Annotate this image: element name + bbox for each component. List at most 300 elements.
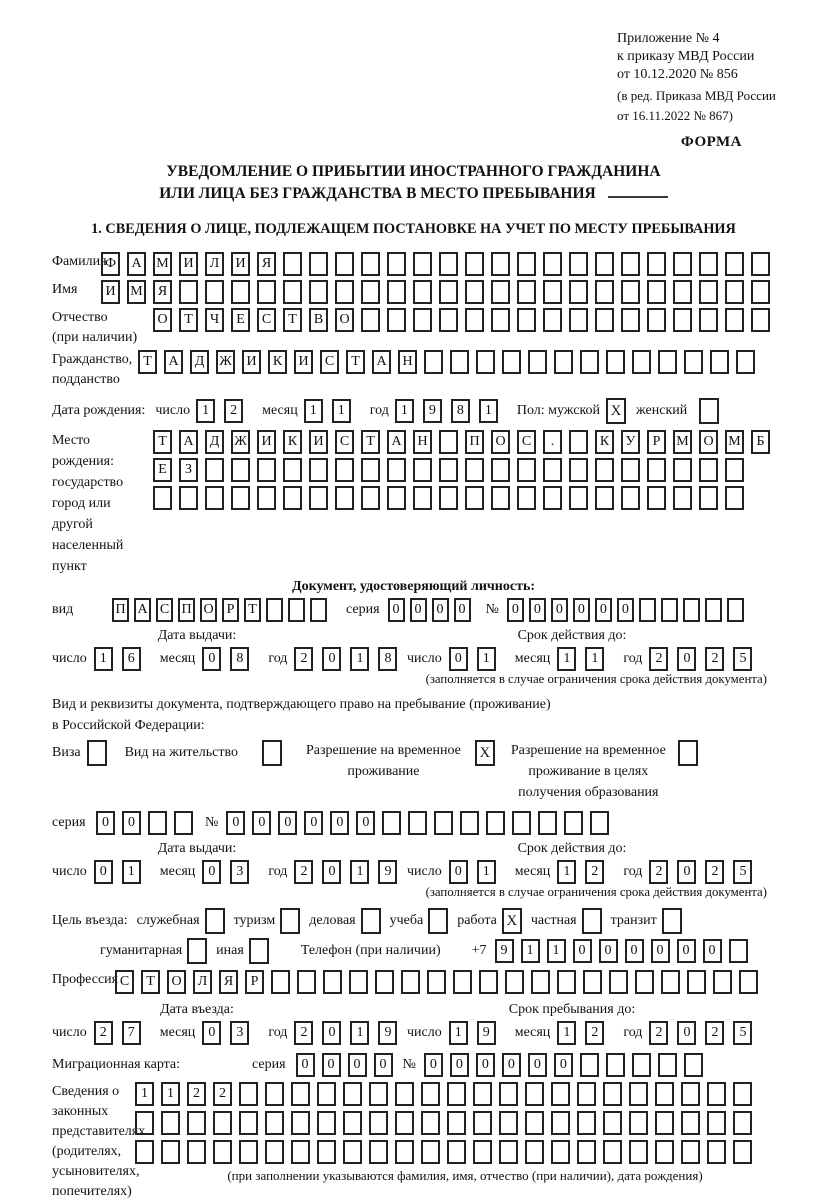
char-cell[interactable]: [413, 308, 432, 332]
char-cell[interactable]: [739, 970, 758, 994]
char-cell[interactable]: [465, 252, 484, 276]
char-cell[interactable]: Р: [222, 598, 239, 622]
char-cell[interactable]: 8: [378, 647, 397, 671]
char-cell[interactable]: 0: [330, 811, 349, 835]
char-cell[interactable]: 2: [224, 399, 243, 423]
char-cell[interactable]: 0: [595, 598, 612, 622]
char-cell[interactable]: 0: [322, 860, 341, 884]
purpose-other-checkbox[interactable]: [249, 938, 269, 964]
char-cell[interactable]: [543, 308, 562, 332]
char-cell[interactable]: М: [127, 280, 146, 304]
char-cell[interactable]: [528, 350, 547, 374]
char-cell[interactable]: 5: [733, 1021, 752, 1045]
char-cell[interactable]: [725, 252, 744, 276]
char-cell[interactable]: [335, 252, 354, 276]
char-cell[interactable]: [395, 1082, 414, 1106]
char-cell[interactable]: С: [517, 430, 536, 454]
char-cell[interactable]: [439, 458, 458, 482]
char-cell[interactable]: [699, 308, 718, 332]
char-cell[interactable]: [629, 1082, 648, 1106]
char-cell[interactable]: 0: [551, 598, 568, 622]
char-cell[interactable]: [343, 1082, 362, 1106]
char-cell[interactable]: [395, 1111, 414, 1135]
char-cell[interactable]: [590, 811, 609, 835]
type-temp-residence-edu-checkbox[interactable]: [678, 740, 698, 766]
char-cell[interactable]: Я: [219, 970, 238, 994]
char-cell[interactable]: [647, 458, 666, 482]
char-cell[interactable]: О: [491, 430, 510, 454]
char-cell[interactable]: [569, 458, 588, 482]
char-cell[interactable]: [595, 458, 614, 482]
char-cell[interactable]: Ч: [205, 308, 224, 332]
char-cell[interactable]: [335, 458, 354, 482]
char-cell[interactable]: О: [335, 308, 354, 332]
char-cell[interactable]: 0: [322, 1053, 341, 1077]
char-cell[interactable]: Л: [193, 970, 212, 994]
char-cell[interactable]: И: [101, 280, 120, 304]
char-cell[interactable]: С: [320, 350, 339, 374]
char-cell[interactable]: Е: [153, 458, 172, 482]
char-cell[interactable]: Л: [205, 252, 224, 276]
char-cell[interactable]: [580, 1053, 599, 1077]
char-cell[interactable]: Д: [190, 350, 209, 374]
char-cell[interactable]: И: [231, 252, 250, 276]
char-cell[interactable]: С: [257, 308, 276, 332]
char-cell[interactable]: [317, 1140, 336, 1164]
char-cell[interactable]: [395, 1140, 414, 1164]
char-cell[interactable]: [577, 1082, 596, 1106]
char-cell[interactable]: [725, 280, 744, 304]
purpose-transit-checkbox[interactable]: [662, 908, 682, 934]
char-cell[interactable]: 2: [294, 1021, 313, 1045]
char-cell[interactable]: [265, 1111, 284, 1135]
char-cell[interactable]: 1: [557, 647, 576, 671]
char-cell[interactable]: Т: [283, 308, 302, 332]
char-cell[interactable]: [465, 486, 484, 510]
char-cell[interactable]: 0: [651, 939, 670, 963]
char-cell[interactable]: [736, 350, 755, 374]
char-cell[interactable]: [551, 1082, 570, 1106]
purpose-humanitarian-checkbox[interactable]: [187, 938, 207, 964]
char-cell[interactable]: [427, 970, 446, 994]
char-cell[interactable]: [577, 1140, 596, 1164]
char-cell[interactable]: [213, 1140, 232, 1164]
char-cell[interactable]: 1: [135, 1082, 154, 1106]
char-cell[interactable]: [239, 1082, 258, 1106]
char-cell[interactable]: [205, 280, 224, 304]
char-cell[interactable]: 0: [529, 598, 546, 622]
char-cell[interactable]: [733, 1082, 752, 1106]
char-cell[interactable]: [729, 939, 748, 963]
char-cell[interactable]: [621, 458, 640, 482]
char-cell[interactable]: 9: [378, 860, 397, 884]
char-cell[interactable]: [231, 280, 250, 304]
char-cell[interactable]: 5: [733, 647, 752, 671]
char-cell[interactable]: [421, 1111, 440, 1135]
char-cell[interactable]: [583, 970, 602, 994]
char-cell[interactable]: [187, 1111, 206, 1135]
char-cell[interactable]: [257, 458, 276, 482]
char-cell[interactable]: И: [179, 252, 198, 276]
char-cell[interactable]: Р: [647, 430, 666, 454]
char-cell[interactable]: 0: [424, 1053, 443, 1077]
char-cell[interactable]: 0: [202, 860, 221, 884]
char-cell[interactable]: [479, 970, 498, 994]
char-cell[interactable]: 0: [554, 1053, 573, 1077]
char-cell[interactable]: И: [257, 430, 276, 454]
char-cell[interactable]: 0: [432, 598, 449, 622]
char-cell[interactable]: 0: [625, 939, 644, 963]
char-cell[interactable]: 0: [202, 647, 221, 671]
char-cell[interactable]: А: [387, 430, 406, 454]
char-cell[interactable]: [335, 280, 354, 304]
char-cell[interactable]: [413, 486, 432, 510]
char-cell[interactable]: 0: [296, 1053, 315, 1077]
char-cell[interactable]: [557, 970, 576, 994]
purpose-official-checkbox[interactable]: [205, 908, 225, 934]
char-cell[interactable]: [205, 486, 224, 510]
char-cell[interactable]: [681, 1082, 700, 1106]
char-cell[interactable]: [733, 1140, 752, 1164]
char-cell[interactable]: 1: [477, 860, 496, 884]
char-cell[interactable]: [517, 252, 536, 276]
char-cell[interactable]: [725, 458, 744, 482]
char-cell[interactable]: Р: [245, 970, 264, 994]
char-cell[interactable]: [569, 308, 588, 332]
char-cell[interactable]: Т: [361, 430, 380, 454]
char-cell[interactable]: 0: [502, 1053, 521, 1077]
char-cell[interactable]: 0: [599, 939, 618, 963]
purpose-work-checkbox[interactable]: X: [502, 908, 522, 934]
char-cell[interactable]: 2: [213, 1082, 232, 1106]
type-residence-permit-checkbox[interactable]: [262, 740, 282, 766]
char-cell[interactable]: [265, 1082, 284, 1106]
char-cell[interactable]: [387, 458, 406, 482]
char-cell[interactable]: [447, 1111, 466, 1135]
char-cell[interactable]: 0: [226, 811, 245, 835]
char-cell[interactable]: [512, 811, 531, 835]
char-cell[interactable]: 0: [507, 598, 524, 622]
char-cell[interactable]: [476, 350, 495, 374]
char-cell[interactable]: [369, 1111, 388, 1135]
char-cell[interactable]: [727, 598, 744, 622]
char-cell[interactable]: 2: [649, 860, 668, 884]
char-cell[interactable]: [517, 308, 536, 332]
char-cell[interactable]: [231, 458, 250, 482]
char-cell[interactable]: [387, 308, 406, 332]
char-cell[interactable]: [491, 486, 510, 510]
char-cell[interactable]: [554, 350, 573, 374]
char-cell[interactable]: [683, 598, 700, 622]
char-cell[interactable]: [265, 1140, 284, 1164]
char-cell[interactable]: [699, 486, 718, 510]
char-cell[interactable]: [543, 252, 562, 276]
char-cell[interactable]: [681, 1140, 700, 1164]
char-cell[interactable]: [629, 1111, 648, 1135]
char-cell[interactable]: [491, 280, 510, 304]
char-cell[interactable]: И: [242, 350, 261, 374]
char-cell[interactable]: [551, 1140, 570, 1164]
char-cell[interactable]: 5: [733, 860, 752, 884]
char-cell[interactable]: [439, 430, 458, 454]
char-cell[interactable]: [283, 280, 302, 304]
char-cell[interactable]: 0: [94, 860, 113, 884]
char-cell[interactable]: 7: [122, 1021, 141, 1045]
char-cell[interactable]: 2: [705, 860, 724, 884]
char-cell[interactable]: [569, 430, 588, 454]
type-temp-residence-checkbox[interactable]: X: [475, 740, 495, 766]
char-cell[interactable]: [655, 1140, 674, 1164]
char-cell[interactable]: [283, 486, 302, 510]
char-cell[interactable]: 1: [557, 1021, 576, 1045]
char-cell[interactable]: [310, 598, 327, 622]
char-cell[interactable]: О: [699, 430, 718, 454]
char-cell[interactable]: 0: [528, 1053, 547, 1077]
char-cell[interactable]: [525, 1140, 544, 1164]
char-cell[interactable]: [609, 970, 628, 994]
char-cell[interactable]: 1: [161, 1082, 180, 1106]
char-cell[interactable]: [283, 252, 302, 276]
char-cell[interactable]: 1: [479, 399, 498, 423]
char-cell[interactable]: [621, 280, 640, 304]
gender-female-checkbox[interactable]: [699, 398, 719, 424]
char-cell[interactable]: [517, 280, 536, 304]
char-cell[interactable]: [369, 1082, 388, 1106]
char-cell[interactable]: 0: [252, 811, 271, 835]
char-cell[interactable]: [580, 350, 599, 374]
char-cell[interactable]: А: [134, 598, 151, 622]
char-cell[interactable]: [710, 350, 729, 374]
char-cell[interactable]: К: [268, 350, 287, 374]
purpose-private-checkbox[interactable]: [582, 908, 602, 934]
char-cell[interactable]: [401, 970, 420, 994]
char-cell[interactable]: [421, 1140, 440, 1164]
char-cell[interactable]: Ж: [216, 350, 235, 374]
char-cell[interactable]: [343, 1140, 362, 1164]
char-cell[interactable]: 1: [585, 647, 604, 671]
char-cell[interactable]: 2: [585, 1021, 604, 1045]
char-cell[interactable]: [271, 970, 290, 994]
char-cell[interactable]: [387, 280, 406, 304]
char-cell[interactable]: [309, 252, 328, 276]
char-cell[interactable]: [161, 1140, 180, 1164]
char-cell[interactable]: [439, 308, 458, 332]
char-cell[interactable]: П: [465, 430, 484, 454]
char-cell[interactable]: [387, 252, 406, 276]
char-cell[interactable]: [361, 458, 380, 482]
char-cell[interactable]: [239, 1111, 258, 1135]
char-cell[interactable]: Д: [205, 430, 224, 454]
char-cell[interactable]: [569, 280, 588, 304]
char-cell[interactable]: [603, 1140, 622, 1164]
char-cell[interactable]: С: [115, 970, 134, 994]
char-cell[interactable]: 2: [705, 1021, 724, 1045]
char-cell[interactable]: 1: [477, 647, 496, 671]
char-cell[interactable]: [595, 308, 614, 332]
char-cell[interactable]: 0: [677, 1021, 696, 1045]
char-cell[interactable]: [639, 598, 656, 622]
char-cell[interactable]: 1: [350, 860, 369, 884]
char-cell[interactable]: [543, 458, 562, 482]
char-cell[interactable]: [564, 811, 583, 835]
char-cell[interactable]: [569, 252, 588, 276]
char-cell[interactable]: [699, 252, 718, 276]
char-cell[interactable]: [658, 350, 677, 374]
char-cell[interactable]: [525, 1111, 544, 1135]
char-cell[interactable]: Я: [257, 252, 276, 276]
char-cell[interactable]: [606, 1053, 625, 1077]
char-cell[interactable]: У: [621, 430, 640, 454]
char-cell[interactable]: [288, 598, 305, 622]
char-cell[interactable]: 1: [196, 399, 215, 423]
char-cell[interactable]: [647, 486, 666, 510]
char-cell[interactable]: О: [167, 970, 186, 994]
char-cell[interactable]: [361, 486, 380, 510]
char-cell[interactable]: [621, 252, 640, 276]
char-cell[interactable]: 2: [294, 860, 313, 884]
char-cell[interactable]: [531, 970, 550, 994]
char-cell[interactable]: Н: [413, 430, 432, 454]
char-cell[interactable]: 3: [230, 860, 249, 884]
char-cell[interactable]: [309, 486, 328, 510]
char-cell[interactable]: 0: [322, 647, 341, 671]
char-cell[interactable]: [450, 350, 469, 374]
char-cell[interactable]: Ж: [231, 430, 250, 454]
char-cell[interactable]: Т: [346, 350, 365, 374]
char-cell[interactable]: [551, 1111, 570, 1135]
char-cell[interactable]: [460, 811, 479, 835]
char-cell[interactable]: 1: [350, 1021, 369, 1045]
purpose-tourism-checkbox[interactable]: [280, 908, 300, 934]
char-cell[interactable]: [231, 486, 250, 510]
char-cell[interactable]: [473, 1082, 492, 1106]
char-cell[interactable]: [343, 1111, 362, 1135]
char-cell[interactable]: С: [156, 598, 173, 622]
char-cell[interactable]: [635, 970, 654, 994]
char-cell[interactable]: [187, 1140, 206, 1164]
char-cell[interactable]: [606, 350, 625, 374]
purpose-study-checkbox[interactable]: [428, 908, 448, 934]
char-cell[interactable]: [291, 1111, 310, 1135]
char-cell[interactable]: [361, 280, 380, 304]
char-cell[interactable]: 2: [649, 647, 668, 671]
char-cell[interactable]: 0: [450, 1053, 469, 1077]
char-cell[interactable]: 0: [322, 1021, 341, 1045]
char-cell[interactable]: Н: [398, 350, 417, 374]
char-cell[interactable]: [713, 970, 732, 994]
char-cell[interactable]: 0: [449, 647, 468, 671]
char-cell[interactable]: [387, 486, 406, 510]
char-cell[interactable]: [408, 811, 427, 835]
char-cell[interactable]: 8: [230, 647, 249, 671]
char-cell[interactable]: О: [153, 308, 172, 332]
char-cell[interactable]: [655, 1111, 674, 1135]
char-cell[interactable]: 1: [395, 399, 414, 423]
char-cell[interactable]: [603, 1111, 622, 1135]
char-cell[interactable]: [453, 970, 472, 994]
char-cell[interactable]: А: [372, 350, 391, 374]
char-cell[interactable]: П: [112, 598, 129, 622]
char-cell[interactable]: [699, 280, 718, 304]
char-cell[interactable]: 2: [187, 1082, 206, 1106]
char-cell[interactable]: [179, 280, 198, 304]
char-cell[interactable]: М: [725, 430, 744, 454]
char-cell[interactable]: [647, 280, 666, 304]
char-cell[interactable]: [681, 1111, 700, 1135]
char-cell[interactable]: 1: [350, 647, 369, 671]
char-cell[interactable]: [632, 350, 651, 374]
char-cell[interactable]: П: [178, 598, 195, 622]
char-cell[interactable]: [707, 1140, 726, 1164]
char-cell[interactable]: М: [153, 252, 172, 276]
char-cell[interactable]: 6: [122, 647, 141, 671]
char-cell[interactable]: [491, 252, 510, 276]
char-cell[interactable]: [297, 970, 316, 994]
char-cell[interactable]: 1: [547, 939, 566, 963]
char-cell[interactable]: И: [309, 430, 328, 454]
char-cell[interactable]: [595, 252, 614, 276]
char-cell[interactable]: Ф: [101, 252, 120, 276]
char-cell[interactable]: [499, 1111, 518, 1135]
char-cell[interactable]: [595, 486, 614, 510]
char-cell[interactable]: [257, 486, 276, 510]
char-cell[interactable]: [349, 970, 368, 994]
char-cell[interactable]: [439, 280, 458, 304]
char-cell[interactable]: [135, 1111, 154, 1135]
char-cell[interactable]: [647, 308, 666, 332]
char-cell[interactable]: К: [595, 430, 614, 454]
char-cell[interactable]: 1: [332, 399, 351, 423]
char-cell[interactable]: [239, 1140, 258, 1164]
char-cell[interactable]: [673, 252, 692, 276]
char-cell[interactable]: 0: [449, 860, 468, 884]
char-cell[interactable]: [317, 1082, 336, 1106]
char-cell[interactable]: [323, 970, 342, 994]
char-cell[interactable]: [434, 811, 453, 835]
char-cell[interactable]: 0: [573, 598, 590, 622]
char-cell[interactable]: [309, 458, 328, 482]
char-cell[interactable]: 9: [495, 939, 514, 963]
char-cell[interactable]: [621, 486, 640, 510]
char-cell[interactable]: [473, 1140, 492, 1164]
char-cell[interactable]: 0: [677, 939, 696, 963]
char-cell[interactable]: [382, 811, 401, 835]
char-cell[interactable]: [673, 486, 692, 510]
char-cell[interactable]: Я: [153, 280, 172, 304]
char-cell[interactable]: А: [179, 430, 198, 454]
char-cell[interactable]: [257, 280, 276, 304]
char-cell[interactable]: С: [335, 430, 354, 454]
char-cell[interactable]: [174, 811, 193, 835]
char-cell[interactable]: 0: [410, 598, 427, 622]
char-cell[interactable]: 0: [202, 1021, 221, 1045]
char-cell[interactable]: М: [673, 430, 692, 454]
char-cell[interactable]: [661, 970, 680, 994]
char-cell[interactable]: [153, 486, 172, 510]
char-cell[interactable]: [465, 280, 484, 304]
char-cell[interactable]: [447, 1140, 466, 1164]
char-cell[interactable]: 0: [374, 1053, 393, 1077]
char-cell[interactable]: 3: [230, 1021, 249, 1045]
char-cell[interactable]: Т: [153, 430, 172, 454]
char-cell[interactable]: [213, 1111, 232, 1135]
char-cell[interactable]: [687, 970, 706, 994]
char-cell[interactable]: [629, 1140, 648, 1164]
char-cell[interactable]: [655, 1082, 674, 1106]
char-cell[interactable]: [205, 458, 224, 482]
char-cell[interactable]: 0: [677, 860, 696, 884]
char-cell[interactable]: 0: [304, 811, 323, 835]
